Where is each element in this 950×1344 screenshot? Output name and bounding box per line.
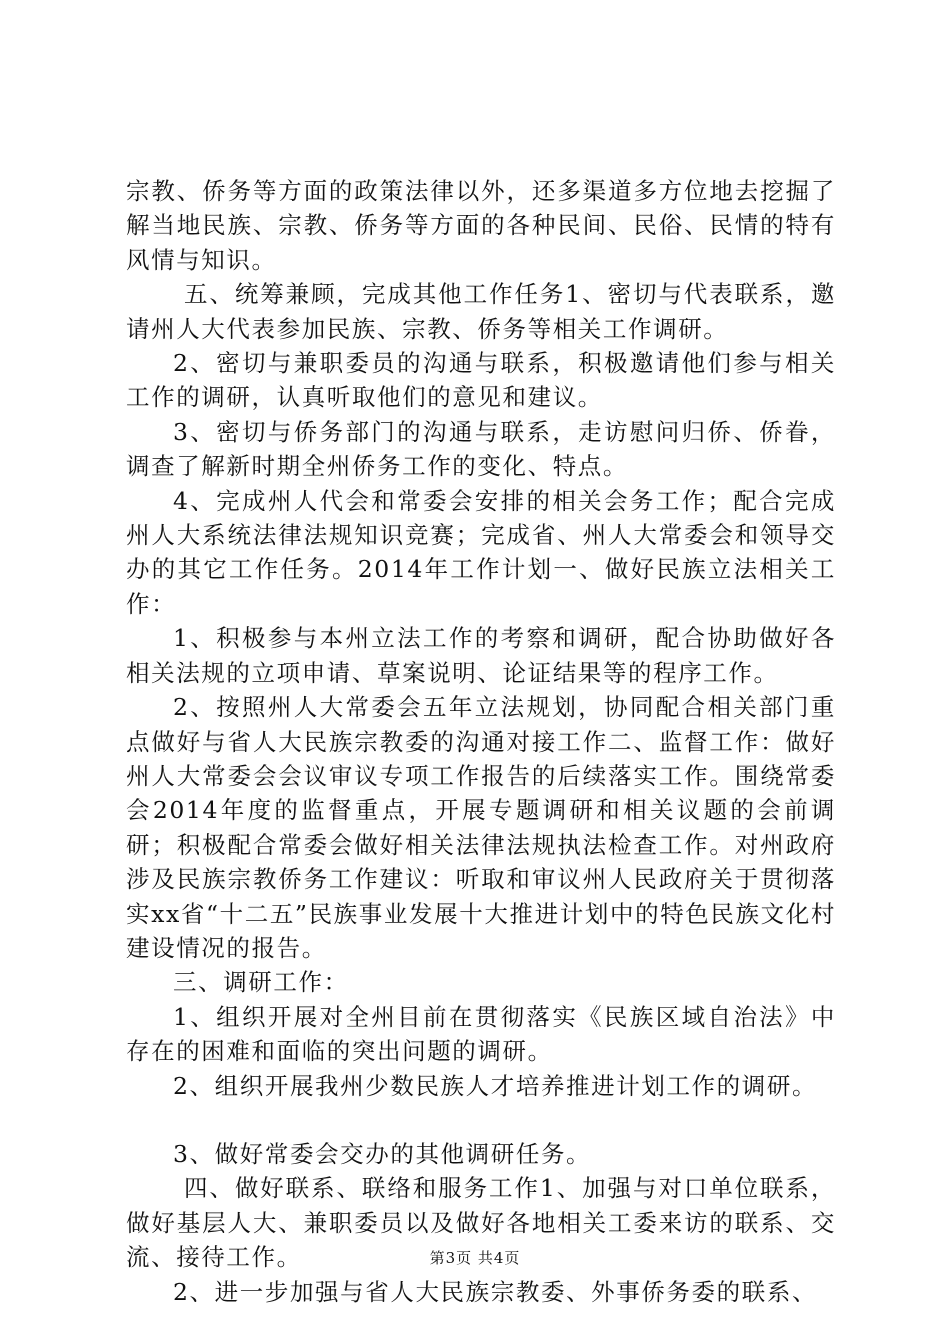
paragraph-section-five: 五、统筹兼顾，完成其他工作任务1、密切与代表联系，邀请州人大代表参加民族、宗教、侨务等相关工作调研。 xyxy=(126,280,836,343)
paragraph-item: 4、完成州人代会和常委会安排的相关会务工作；配合完成州人大系统法律法规知识竞赛；完成省、州人大常委会和领导交办的其它工作任务。2014年工作计划一、做好民族立法相关工作： xyxy=(126,486,836,618)
paragraph-item: 3、做好常委会交办的其他调研任务。 xyxy=(173,1139,592,1168)
paragraph-item: 2、进一步加强与省人大民族宗教委、外事侨务委的联系、 xyxy=(173,1277,818,1306)
paragraph-section-four: 四、做好联系、联络和服务工作1、加强与对口单位联系，做好基层人大、兼职委员以及做好各地相关工委来访的联系、交流、接待工作。 xyxy=(126,1174,836,1272)
paragraph-item: 1、组织开展对全州目前在贯彻落实《民族区域自治法》中存在的困难和面临的突出问题的调研。 xyxy=(126,1002,836,1066)
paragraph-item: 2、组织开展我州少数民族人才培养推进计划工作的调研。 xyxy=(173,1071,818,1100)
paragraph-item: 2、密切与兼职委员的沟通与联系，积极邀请他们参与相关工作的调研，认真听取他们的意见和建议。 xyxy=(126,349,836,412)
paragraph-item: 2、按照州人大常委会五年立法规划，协同配合相关部门重点做好与省人大民族宗教委的沟通对接工作二、监督工作：做好州人大常委会会议审议专项工作报告的后续落实工作。围绕常委会2014年度的监督重点，开展专题调研和相关议题的会前调研；积极配合常委会做好相关法律法规执法检查工作。对州政府涉及民族宗教侨务工作建议：听取和审议州人民政府关于贯彻落实xx省“十二五”民族事业发展十大推进计划中的特色民族文化村建设情况的报告。 xyxy=(126,693,836,962)
paragraph-continuation: 宗教、侨务等方面的政策法律以外，还多渠道多方位地去挖掘了解当地民族、宗教、侨务等方面的各种民间、民俗、民情的特有风情与知识。 xyxy=(126,177,836,274)
document-body xyxy=(126,174,836,1309)
page-number-footer: 第3页 共4页 xyxy=(429,1249,521,1267)
paragraph-heading-research: 三、调研工作： xyxy=(173,968,349,997)
paragraph-item: 3、密切与侨务部门的沟通与联系，走访慰问归侨、侨眷，调查了解新时期全州侨务工作的变化、特点。 xyxy=(126,417,836,481)
paragraph-item: 1、积极参与本州立法工作的考察和调研，配合协助做好各相关法规的立项申请、草案说明、论证结果等的程序工作。 xyxy=(126,624,836,687)
